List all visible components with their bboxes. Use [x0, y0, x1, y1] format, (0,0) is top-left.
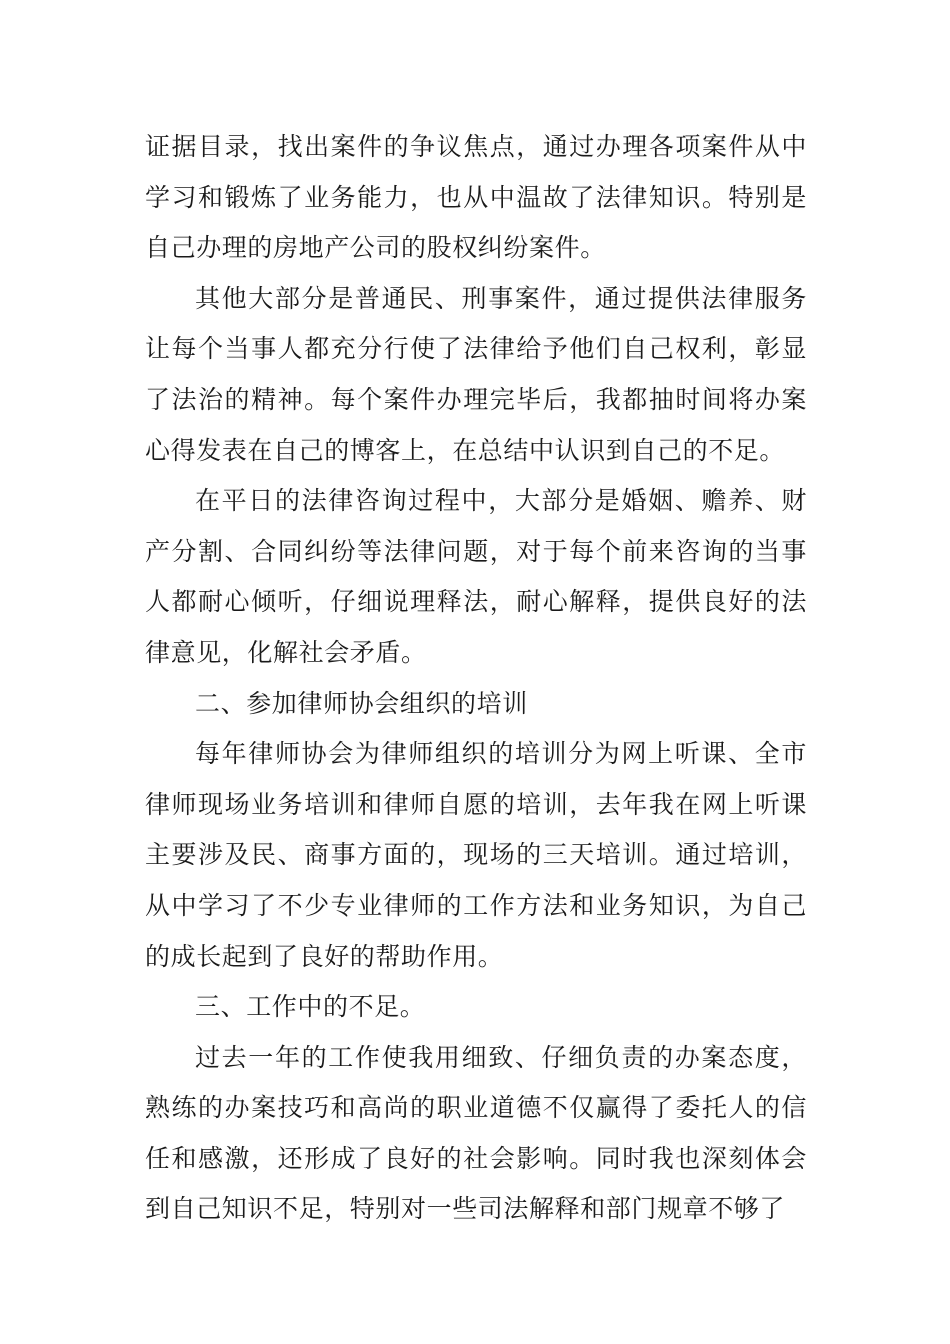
section-heading-shortcomings: 三、工作中的不足。 [195, 992, 426, 1022]
paragraph-evidence-continuation: 证据目录，找出案件的争议焦点，通过办理各项案件从中学习和锻炼了业务能力，也从中温故了法律知识。特别是自己办理的房地产公司的股权纠纷案件。 [145, 132, 807, 263]
paragraph-training: 每年律师协会为律师组织的培训分为网上听课、全市律师现场业务培训和律师自愿的培训，去年我在网上听课主要涉及民、商事方面的，现场的三天培训。通过培训，从中学习了不少专业律师的工作方法和业务知识，为自己的成长起到了良好的帮助作用。 [145, 739, 807, 971]
section-heading-training: 二、参加律师协会组织的培训 [195, 688, 528, 718]
paragraph-shortcomings: 过去一年的工作使我用细致、仔细负责的办案态度，熟练的办案技巧和高尚的职业道德不仅赢得了委托人的信任和感激，还形成了良好的社会影响。同时我也深刻体会到自己知识不足，特别对一些司法解释和部门规章不够了 [145, 1042, 807, 1224]
document-body [145, 122, 807, 1235]
paragraph-legal-consultation: 在平日的法律咨询过程中，大部分是婚姻、赡养、财产分割、合同纠纷等法律问题，对于每个前来咨询的当事人都耐心倾听，仔细说理释法，耐心解释，提供良好的法律意见，化解社会矛盾。 [145, 486, 807, 667]
paragraph-civil-criminal-cases: 其他大部分是普通民、刑事案件，通过提供法律服务让每个当事人都充分行使了法律给予他们自己权利，彰显了法治的精神。每个案件办理完毕后，我都抽时间将办案心得发表在自己的博客上，在总结中认识到自己的不足。 [145, 283, 807, 465]
